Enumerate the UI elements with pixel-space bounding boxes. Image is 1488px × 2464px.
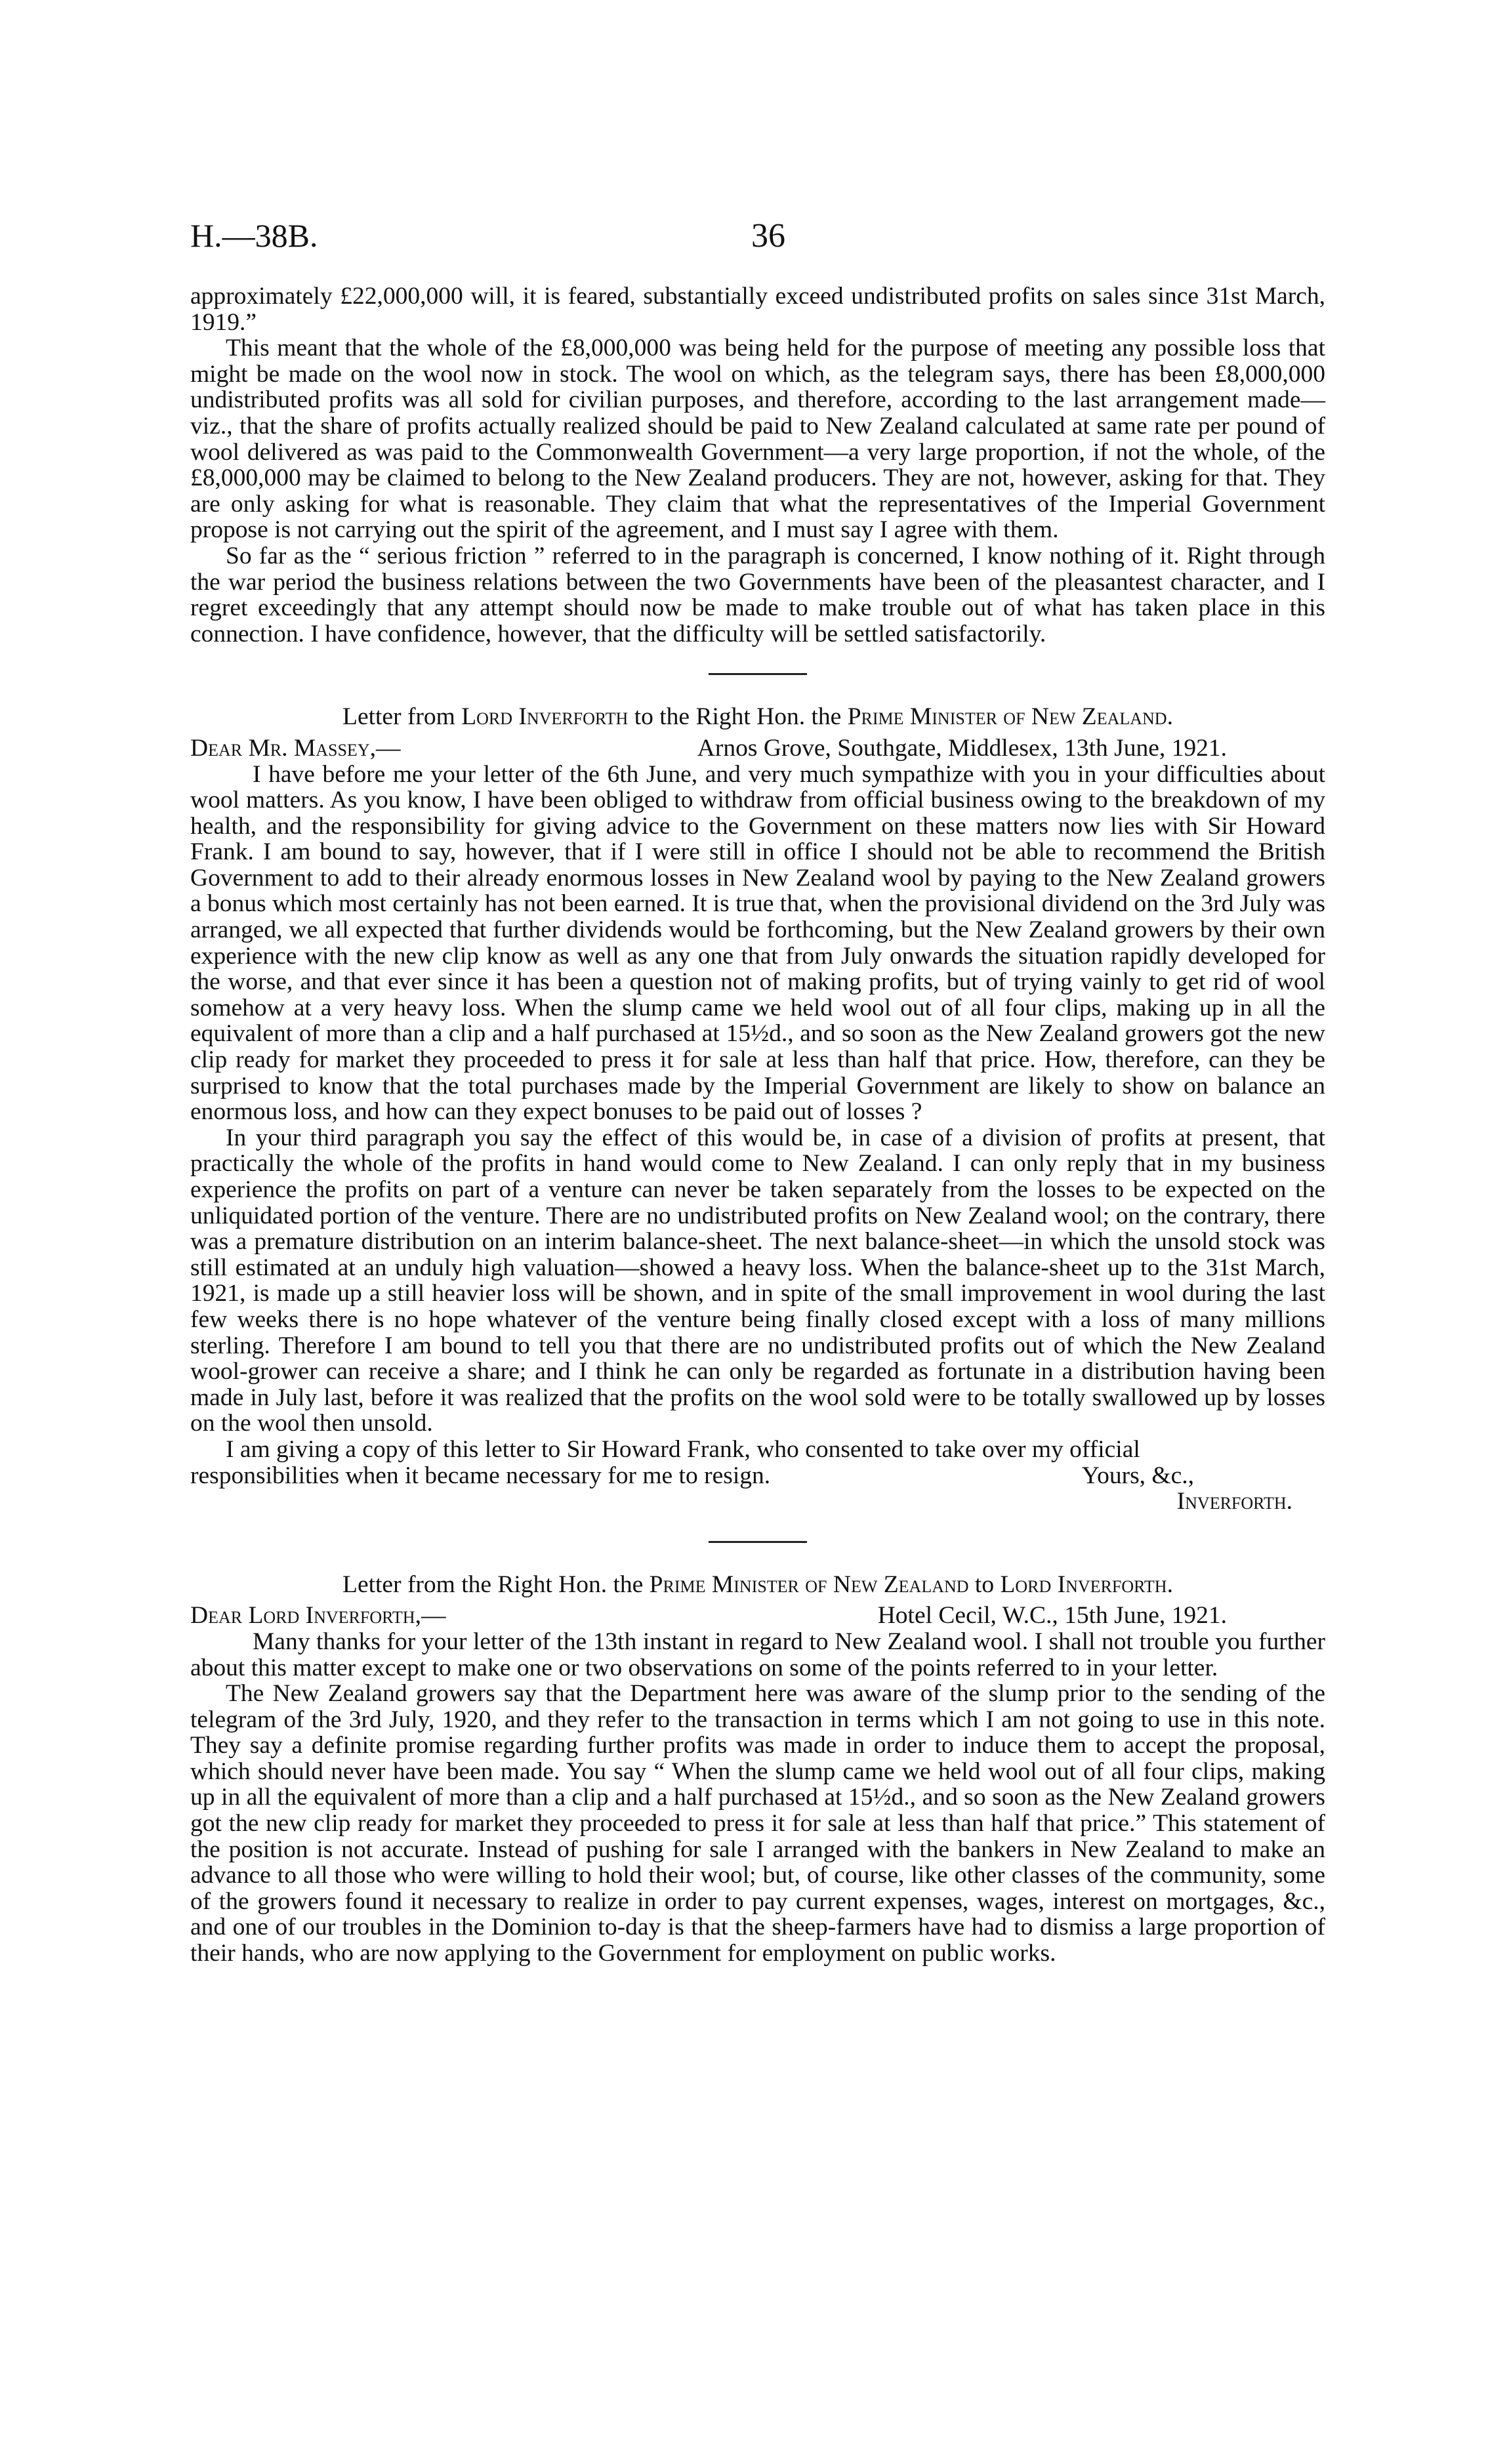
salutation: Dear Lord Inverforth,— [190, 1602, 446, 1630]
paragraph: I have before me your letter of the 6th June, and very much sympathize with you in your difficulties about wool matters. As you know, I have been obliged to withdraw from official business owing to the breakdown of my health, and the responsibility for giving advice to the Government on these matters now lies with Sir Howard Frank. I am bound to say, however, that if I were still in office I should not be able to recommend the British Government to add to their already enormous losses in New Zealand wool by paying to the New Zealand growers a bonus which most certainly has not been earned. It is true that, when the provisional dividend on the 3rd July was arranged, we all expected that further dividends would be forthcoming, but the New Zealand growers by their own experience with the new clip know as well as any one that from July onwards the situation rapidly developed for the worse, and that ever since it has been a question not of making profits, but of trying vainly to get rid of wool somehow at a very heavy loss. When the slump came we held wool out of all four clips, making up in all the equivalent of more than a clip and a half purchased at 15½d., and so soon as the New Zealand growers got the new clip ready for market they proceeded to press it for sale at less than half that price. How, therefore, can they be surprised to know that the total purchases made by the Imperial Government are likely to show on balance an enormous loss, and how can they expect bonuses to be paid out of losses ? [190, 760, 1325, 1126]
page-body [190, 283, 1325, 1967]
paragraph: I am giving a copy of this letter to Sir Howard Frank, who consented to take over my official [226, 1435, 1140, 1463]
salutation-line [190, 735, 1325, 762]
document-reference: H.—38B. [190, 217, 318, 254]
paragraph: So far as the “ serious friction ” referred to in the paragraph is concerned, I know nothing of it. Right through the war period the business relations between the two Governments have been of the pleasantest character, and I regret exceedingly that any attempt should now be made to make trouble out of what has taken place in this connection. I have confidence, however, that the difficulty will be settled satisfactorily. [190, 542, 1325, 647]
salutation: Dear Mr. Massey,— [190, 734, 401, 762]
closing-line [190, 1463, 1325, 1489]
page-number: 36 [751, 217, 785, 255]
section-divider [709, 1541, 807, 1543]
section-divider [709, 673, 807, 675]
signature: Inverforth. [1176, 1488, 1292, 1515]
paragraph: Many thanks for your letter of the 13th instant in regard to New Zealand wool. I shall not trouble you further about this matter except to make one or two observations on some of the points referred to in your letter. [190, 1628, 1325, 1681]
letter-heading: Letter from Lord Inverforth to the Right Hon. the Prime Minister of New Zealand. [342, 703, 1173, 731]
paragraph: This meant that the whole of the £8,000,000 was being held for the purpose of meeting any possible loss that might be made on the wool now in stock. The wool on which, as the telegram says, there has been £8,000,000 undistributed profits was all sold for civilian purposes, and therefore, according to the last arrangement made—viz., that the share of profits actually realized should be paid to New Zealand calculated at same rate per pound of wool delivered as was paid to the Commonwealth Government—a very large proportion, if not the whole, of the £8,000,000 may be claimed to belong to the New Zealand producers. They are not, however, asking for that. They are only asking for what is reasonable. They claim that what the representatives of the Imperial Government propose is not carrying out the spirit of the agreement, and I must say I agree with them. [190, 335, 1325, 544]
complimentary-close: Yours, &c., [1081, 1462, 1194, 1489]
salutation-line [190, 1603, 1325, 1629]
closing-text: responsibilities when it became necessary for me to resign. [190, 1462, 771, 1489]
sender-address: Hotel Cecil, W.C., 15th June, 1921. [877, 1602, 1227, 1630]
sender-address: Arnos Grove, Southgate, Middlesex, 13th June, 1921. [697, 734, 1227, 762]
paragraph: In your third paragraph you say the effect of this would be, in case of a division of profits at present, that practically the whole of the profits in hand would come to New Zealand. I can only reply that in my business experience the profits on part of a venture can never be taken separately from the losses to be expected on the unliquidated portion of the venture. There are no undistributed profits on New Zealand wool; on the contrary, there was a premature distribution on an interim balance-sheet. The next balance-sheet—in which the unsold stock was still estimated at an unduly high valuation—showed a heavy loss. When the balance-sheet up to the 31st March, 1921, is made up a still heavier loss will be shown, and in spite of the small improvement in wool during the last few weeks there is no hope whatever of the venture being finally closed except with a loss of many millions sterling. Therefore I am bound to tell you that there are no undistributed profits out of which the New Zealand wool-grower can receive a share; and I think he can only be regarded as fortunate in a distribution having been made in July last, before it was realized that the profits on the wool sold were to be totally swallowed up by losses on the wool then unsold. [190, 1124, 1325, 1437]
paragraph: The New Zealand growers say that the Department here was aware of the slump prior to the sending of the telegram of the 3rd July, 1920, and they refer to the transaction in terms which I am not going to use in this note. They say a definite promise regarding further profits was made in order to induce them to accept the proposal, which should never have been made. You say “ When the slump came we held wool out of all four clips, making up in all the equivalent of more than a clip and a half purchased at 15½d., and so soon as the New Zealand growers got the new clip ready for market they proceeded to press it for sale at less than half that price.” This statement of the position is not accurate. Instead of pushing for sale I arranged with the bankers in New Zealand to make an advance to all those who were willing to hold their wool; but, of course, like other classes of the community, some of the growers found it necessary to realize in order to pay current expenses, wages, interest on mortgages, &c., and one of our troubles in the Dominion to-day is that the sheep-farmers have had to dismiss a large proportion of their hands, who are now applying to the Government for employment on public works. [190, 1680, 1325, 1967]
letter-heading: Letter from the Right Hon. the Prime Minister of New Zealand to Lord Inverforth. [342, 1571, 1173, 1598]
page-header [190, 216, 1325, 269]
paragraph: approximately £22,000,000 will, it is feared, substantially exceed undistributed profits on sales since 31st March, 1919.” [190, 283, 1325, 336]
